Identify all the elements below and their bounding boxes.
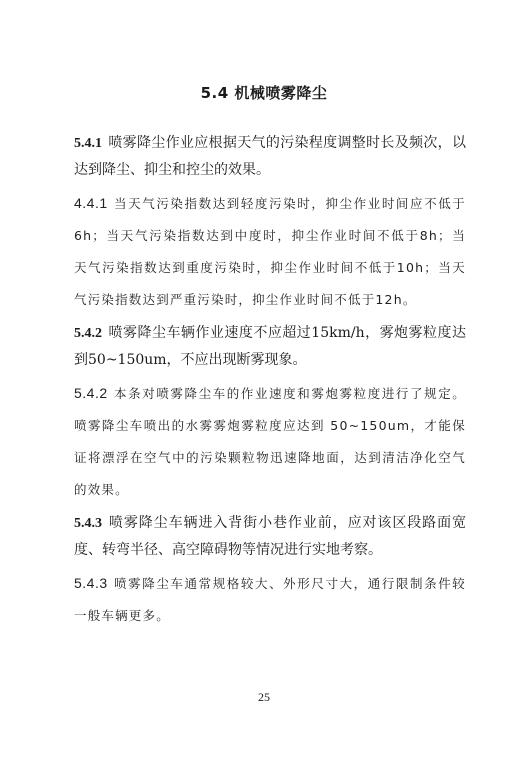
- clause-text: 喷雾降尘车辆进入背街小巷作业前，应对该区段路面宽度、转弯半径、高空障碍物等情况进行实地考察。: [74, 515, 466, 558]
- commentary-5-4-1: [74, 187, 466, 316]
- commentary-number: 5.4.2: [74, 385, 108, 401]
- commentary-number: 4.4.1: [74, 195, 108, 211]
- commentary-5-4-3: [74, 567, 466, 632]
- clause-number: 5.4.1: [74, 136, 102, 151]
- clause-number: 5.4.2: [74, 326, 102, 341]
- clause-text: 喷雾降尘车辆作业速度不应超过15km/h，雾炮雾粒度达到50~150um，不应出现断雾现象。: [74, 325, 466, 368]
- document-body: [74, 130, 466, 636]
- section-title: 5.4 机械喷雾降尘: [200, 84, 328, 102]
- commentary-number: 5.4.3: [74, 575, 108, 591]
- clause-number: 5.4.3: [74, 516, 102, 531]
- commentary-text: 本条对喷雾降尘车的作业速度和雾炮雾粒度进行了规定。喷雾降尘车喷出的水雾雾炮雾粒度应达到 50~150um，才能保证将漂浮在空气中的污染颗粒物迅速降地面，达到清洁净化空气的效果。: [74, 386, 466, 497]
- commentary-text: 当天气污染指数达到轻度污染时，抑尘作业时间应不低于6h；当天气污染指数达到中度时，抑尘作业时间不低于8h；当天气污染指数达到重度污染时，抑尘作业时间不低于10h；当天气污染指数达到严重污染时，抑尘作业时间不低于12h。: [74, 196, 466, 307]
- commentary-text: 喷雾降尘车通常规格较大、外形尺寸大，通行限制条件较一般车辆更多。: [74, 576, 466, 623]
- clause-5-4-3: [74, 510, 466, 563]
- page-number: 25: [258, 690, 270, 704]
- commentary-5-4-2: [74, 377, 466, 506]
- clause-5-4-2: [74, 320, 466, 373]
- clause-5-4-1: [74, 130, 466, 183]
- clause-text: 喷雾降尘作业应根据天气的污染程度调整时长及频次，以达到降尘、抑尘和控尘的效果。: [74, 135, 466, 178]
